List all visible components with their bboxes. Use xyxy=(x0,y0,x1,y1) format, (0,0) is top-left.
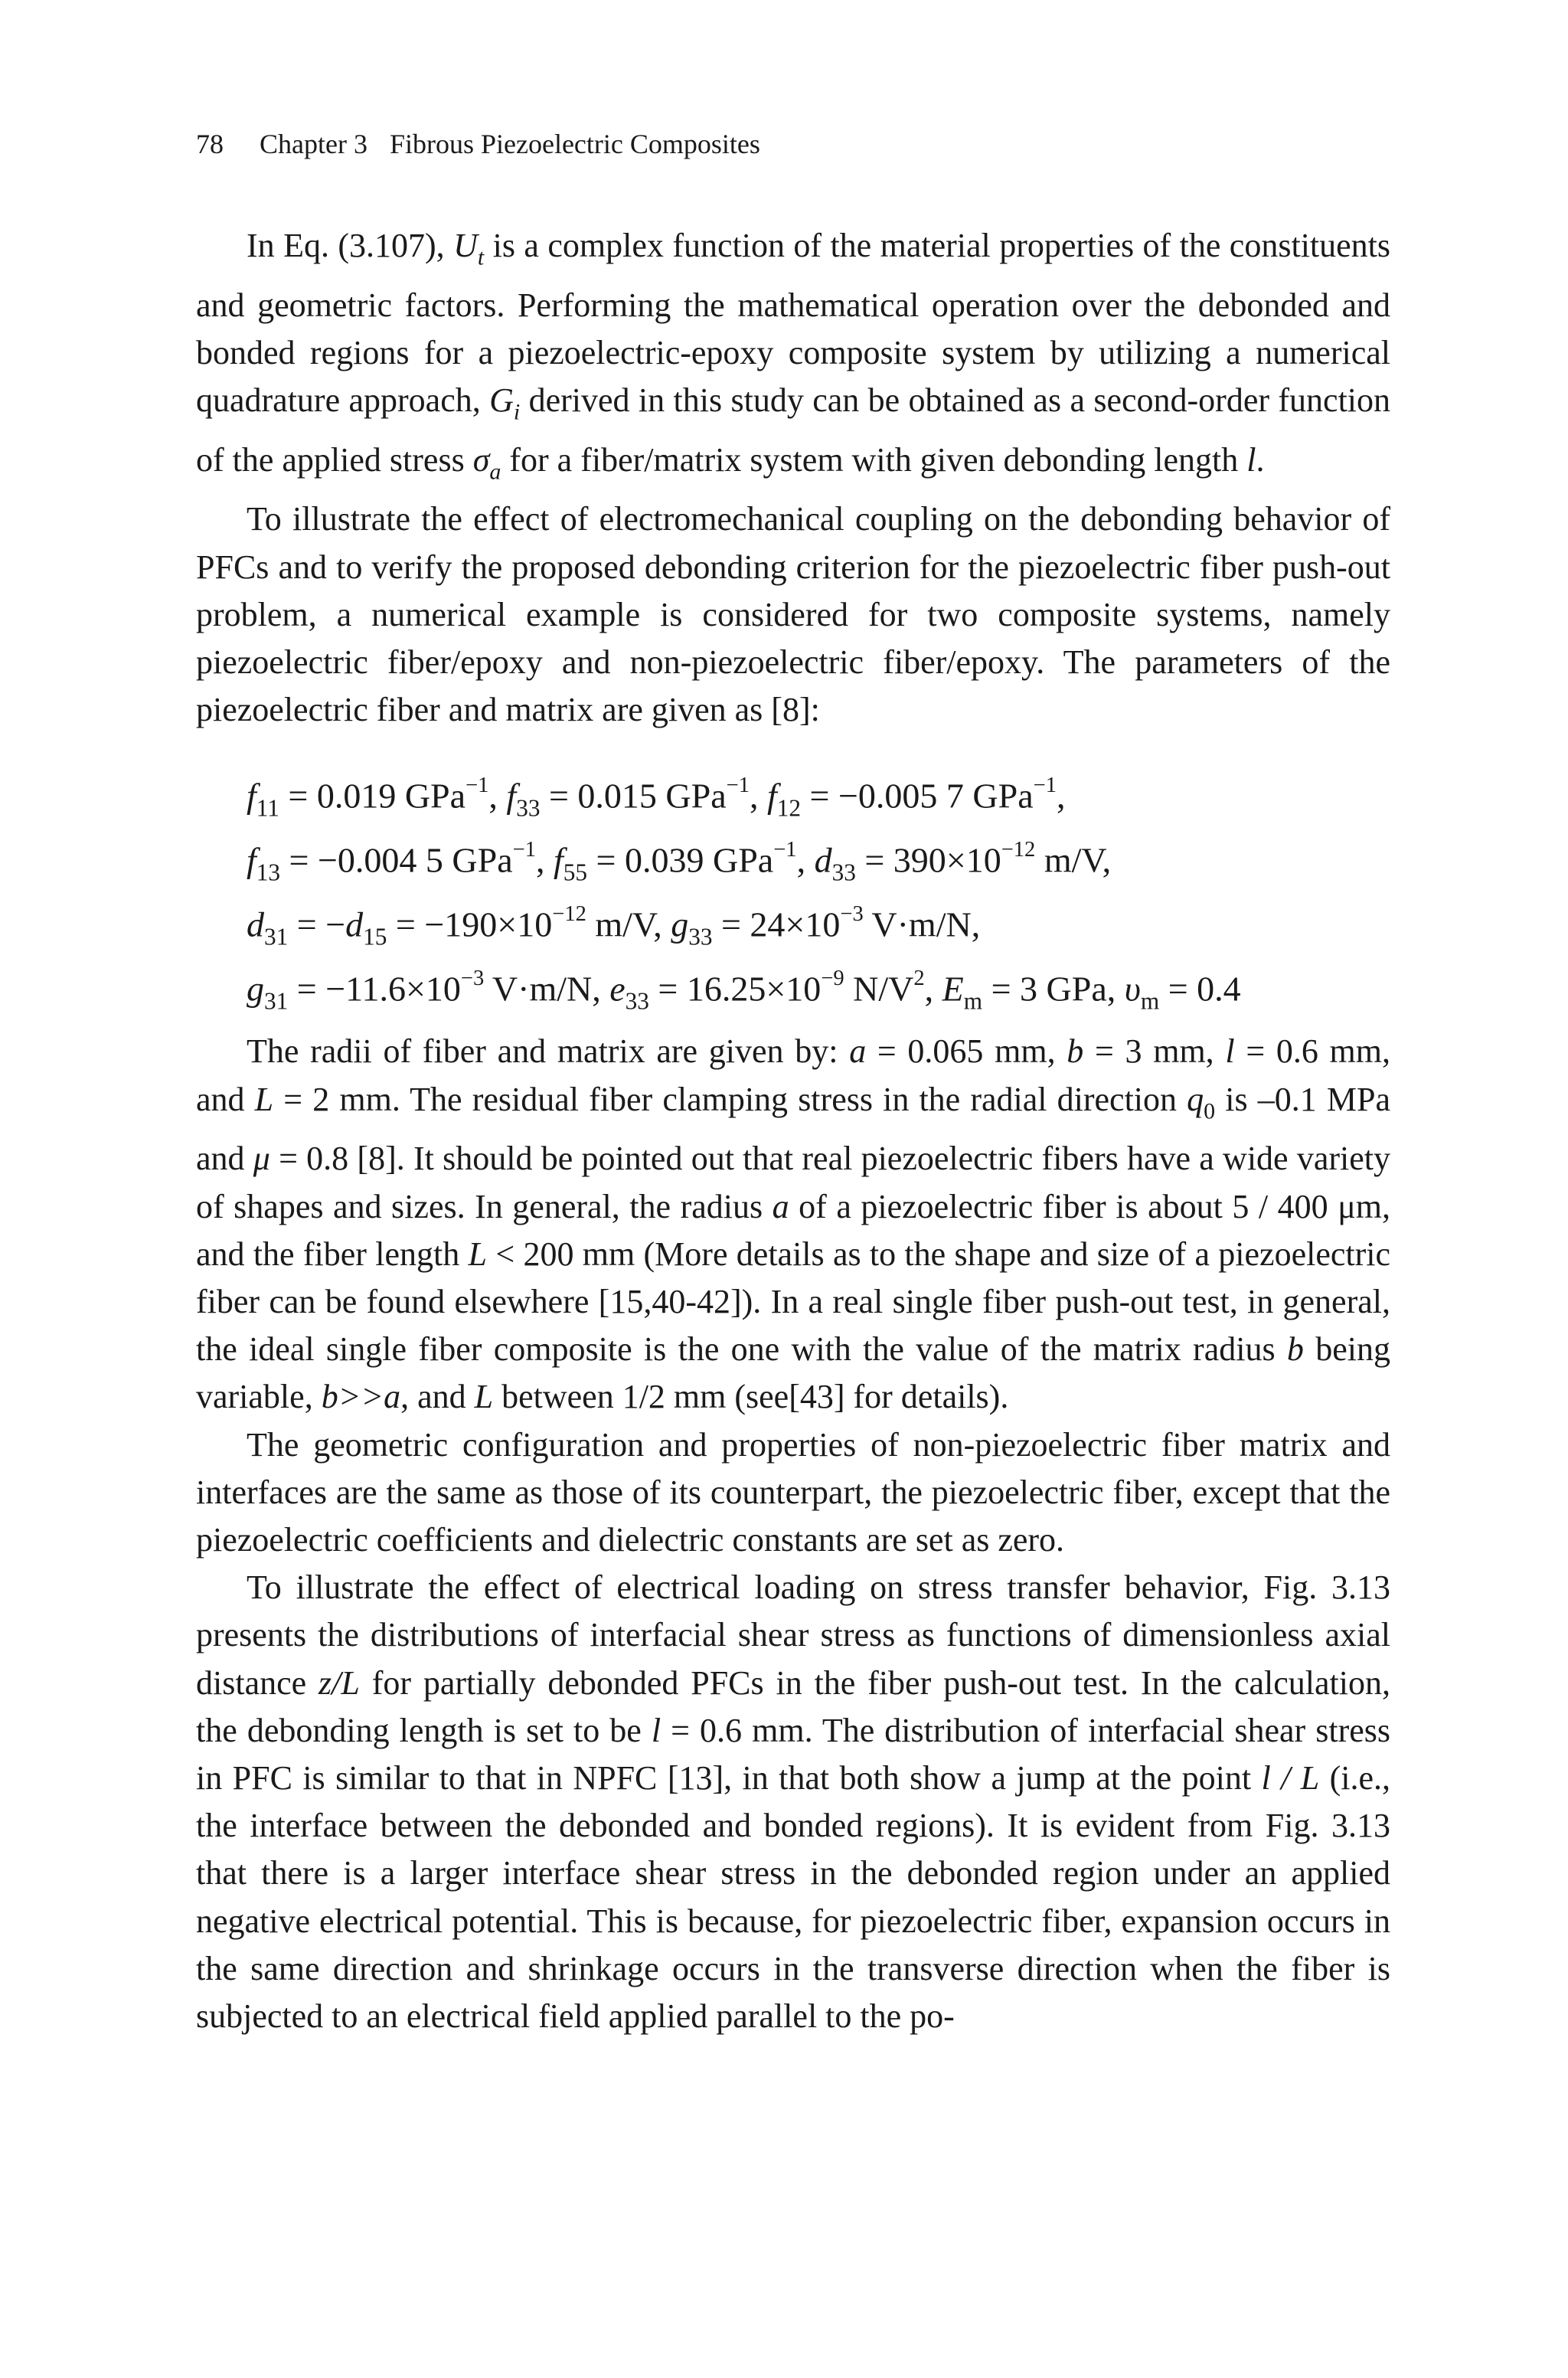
text-run: . xyxy=(1256,440,1265,479)
symbol-q0: $q_0$ xyxy=(1187,1080,1216,1124)
running-header xyxy=(196,127,760,161)
equation-line-2: $f_{13} = -0.004$ 5 GPa$^{-1}$, $f_{55} = 0.039$ GPa$^{-1}$, $d_{33} = 390\times 10^{-12}$ m/V, xyxy=(247,838,1112,886)
text-run: is a complex function of the material properties of the constituents and geometric factors. Performing the mathematical operation over the debonded and bonded regions for a piezoelectric-epoxy composite system by utilizing a numerical quadrature approach, xyxy=(196,227,1391,420)
symbol-U: $U_t$ xyxy=(453,227,485,270)
chapter-label: Chapter 3 xyxy=(260,129,368,159)
paragraph-5: To illustrate the effect of electrical loading on stress transfer behavior, Fig. 3.13 presents the distributions of interfacial shear stress as functions of dimensionless axial distance z/L for partially debonded PFCs in the fiber push-out test. In the calculation, the debonding length is set to be l = 0.6 mm. The distribution of interfacial shear stress in PFC is similar to that in NPFC [13], in that both show a jump at the point l / L (i.e., the interface between the debonded and bonded regions). It is evident from Fig. 3.13 that there is a larger interface shear stress in the debonded region under an applied negative electrical potential. This is because, for piezoelectric fiber, expansion occurs in the same direction and shrinkage occurs in the transverse direction when the fiber is subjected to an electrical field applied parallel to the po- xyxy=(196,1568,1391,2035)
text-run: In Eq. (3.107), xyxy=(247,227,445,264)
chapter-title: Fibrous Piezoelectric Composites xyxy=(389,129,760,159)
text-run: derived in this study can be obtained as a second-order function of the applied stress xyxy=(196,381,1391,479)
equation-line-4: $g_{31} = -11.6\times 10^{-3}$ V·m/N, $e_{33} = 16.25\times 10^{-9}$ $N/V^2$, $E_m = 3$ GPa, $\upsilon_m = 0.4$ xyxy=(247,967,1241,1015)
symbol-sigma: $\sigma_a$ xyxy=(472,440,501,485)
text-run: for a fiber/matrix system with given debonding length xyxy=(509,440,1239,479)
symbol-l: l xyxy=(1246,440,1256,479)
parameter-equations xyxy=(247,754,1390,1015)
paragraph-3: The radii of fiber and matrix are given by: a = 0.065 mm, b = 3 mm, l = 0.6 mm, and L = 2 mm. The residual fiber clamping stress in the radial direction $q_0$ is –0.1 MPa and μ = 0.8 [8]. It should be pointed out that real piezoelectric fibers have a wide variety of shapes and sizes. In general, the radius a of a piezoelectric fiber is about 5 / 400 μm, and the fiber length L < 200 mm (More details as to the shape and size of a piezoelectric fiber can be found elsewhere [15,40-42]). In a real single fiber push-out test, in general, the ideal single fiber composite is the one with the value of the matrix radius b being variable, b>>a, and L between 1/2 mm (see[43] for details). xyxy=(196,1032,1391,1416)
paragraph-4: The geometric configuration and properties of non-piezoelectric fiber matrix and interfaces are the same as those of its counterpart, the piezoelectric fiber, except that the piezoelectric coefficients and dielectric constants are set as zero. xyxy=(196,1425,1390,1559)
body-text xyxy=(196,222,1390,2040)
equation-line-1: $f_{11} = 0.019$ GPa$^{-1}$, $f_{33} = 0.015$ GPa$^{-1}$, $f_{12} = -0.005$ 7 GPa$^{-1}$, xyxy=(247,774,1066,822)
symbol-G: $G_i$ xyxy=(489,381,521,425)
page-number: 78 xyxy=(196,129,224,159)
paragraph-1 xyxy=(196,222,1390,496)
paragraph-2: To illustrate the effect of electromechanical coupling on the debonding behavior of PFCs and to verify the proposed debonding criterion for the piezoelectric fiber push-out problem, a numerical example is considered for two composite systems, namely piezoelectric fiber/epoxy and non-piezoelectric fiber/epoxy. The parameters of the piezoelectric fiber and matrix are given as [8]: xyxy=(196,500,1390,729)
equation-line-3: $d_{31} = -d_{15} = -190\times 10^{-12}$ m/V, $g_{33} = 24\times 10^{-3}$ V·m/N, xyxy=(247,902,981,950)
